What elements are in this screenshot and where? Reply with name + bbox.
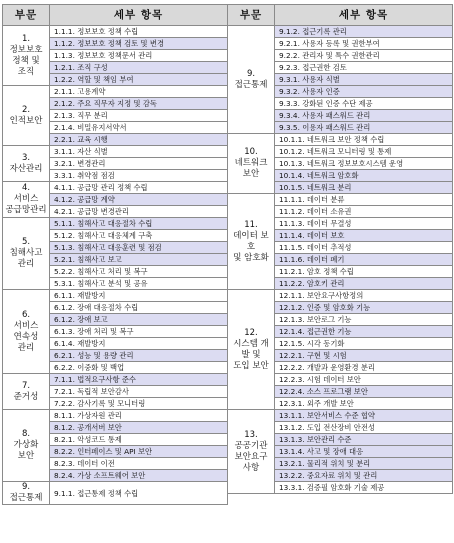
section-number: 9. (21, 482, 31, 492)
item-cell: 7.2.1. 독립적 보안감사 (50, 386, 228, 398)
item-cell: 2.1.4. 비밀유지서약서 (50, 122, 228, 134)
table-row (3, 290, 228, 302)
item-cell: 6.1.3. 장애 처리 및 복구 (50, 326, 228, 338)
item-cell: 12.1.3. 보안로그 기능 (275, 314, 453, 326)
item-cell: 12.2.3. 시험 데이터 보안 (275, 374, 453, 386)
item-cell: 10.1.4. 네트워크 암호화 (275, 170, 453, 182)
item-cell: 13.1.1. 보안서비스 수준 협약 (275, 410, 453, 422)
item-cell: 9.3.1. 사용자 식별 (275, 74, 453, 86)
item-cell: 6.1.2. 장애 대응절차 수립 (50, 302, 228, 314)
item-cell: 12.2.2. 개발과 운영환경 분리 (275, 362, 453, 374)
item-cell: 11.1.4. 데이터 보호 (275, 230, 453, 242)
item-cell: 8.2.3. 데이터 이전 (50, 458, 228, 470)
item-cell: 7.1.1. 법적요구사항 준수 (50, 374, 228, 386)
section-number: 2. (21, 104, 31, 115)
table-row (3, 182, 228, 194)
section-number: 7. (21, 380, 31, 391)
item-cell: 3.3.1. 취약점 점검 (50, 170, 228, 182)
section-number: 11. (244, 219, 258, 230)
item-cell: 6.1.2. 장애 보고 (50, 314, 228, 326)
right-requirements-table (227, 4, 453, 494)
section-number: 5. (21, 237, 31, 247)
item-cell: 6.1.4. 재발방지 (50, 338, 228, 350)
item-cell: 2.1.3. 직무 분리 (50, 110, 228, 122)
item-cell: 12.1.5. 시각 동기화 (275, 338, 453, 350)
item-cell: 11.2.1. 암호 정책 수립 (275, 266, 453, 278)
item-cell: 11.1.3. 데이터 무결성 (275, 218, 453, 230)
item-cell: 1.1.2. 정보보호 정책 검토 및 변경 (50, 38, 228, 50)
section-number: 13. (244, 429, 258, 440)
section-name: 시스템 개발 및 도입 보안 (233, 338, 269, 371)
item-cell: 3.1.1. 자산 식별 (50, 146, 228, 158)
item-cell: 6.2.1. 성능 및 용량 관리 (50, 350, 228, 362)
item-cell: 12.1.4. 접근권한 기능 (275, 326, 453, 338)
item-cell: 1.2.1. 조직 구성 (50, 62, 228, 74)
item-cell: 9.1.1. 접근통제 정책 수립 (50, 482, 228, 505)
item-cell: 1.1.1. 정보보호 정책 수립 (50, 26, 228, 38)
section-header: 부문 (228, 5, 275, 26)
section-name: 정보보호 정책 및 조직 (9, 44, 43, 77)
item-cell: 8.2.1. 악성코드 통제 (50, 434, 228, 446)
section-cell (3, 410, 50, 482)
item-cell: 10.1.3. 네트워크 정보보호시스템 운영 (275, 158, 453, 170)
item-cell: 5.1.2. 침해사고 대응체계 구축 (50, 230, 228, 242)
item-cell: 3.2.1. 변경관리 (50, 158, 228, 170)
section-cell (3, 290, 50, 374)
table-row (228, 290, 453, 302)
item-cell: 12.1.2. 인증 및 암호화 기능 (275, 302, 453, 314)
section-number: 4. (21, 183, 31, 193)
section-name: 서비스 공급망관리 (5, 194, 47, 215)
table-row (3, 218, 228, 230)
section-cell (228, 410, 275, 494)
table-row (3, 482, 228, 505)
item-cell: 9.3.4. 사용자 패스워드 관리 (275, 110, 453, 122)
item-cell: 2.2.1. 교육 시행 (50, 134, 228, 146)
item-cell: 10.1.1. 네트워크 보안 정책 수립 (275, 134, 453, 146)
item-cell: 6.1.1. 재발방지 (50, 290, 228, 302)
section-number: 10. (244, 147, 258, 157)
section-number: 9. (246, 68, 256, 79)
item-cell: 9.2.2. 관리자 및 특수 권한관리 (275, 50, 453, 62)
section-name: 접근통제 (234, 79, 268, 90)
table-row (228, 26, 453, 38)
section-name: 가상화 보안 (13, 440, 39, 461)
table-row (3, 146, 228, 158)
items-header: 세부 항목 (50, 5, 228, 26)
section-cell (228, 194, 275, 290)
item-cell: 8.2.2. 인터페이스 및 API 보안 (50, 446, 228, 458)
item-cell: 5.1.3. 침해사고 대응훈련 및 점검 (50, 242, 228, 254)
item-cell: 4.1.1. 공급망 관리 정책 수립 (50, 182, 228, 194)
section-name: 자산관리 (9, 163, 43, 174)
item-cell: 10.1.2. 네트워크 모니터링 및 통제 (275, 146, 453, 158)
item-cell: 9.2.1. 사용자 등록 및 권한부여 (275, 38, 453, 50)
item-cell: 11.1.1. 데이터 분류 (275, 194, 453, 206)
table-row (3, 86, 228, 98)
item-cell: 9.3.2. 사용자 인증 (275, 86, 453, 98)
item-cell: 12.2.1. 구현 및 시험 (275, 350, 453, 362)
item-cell: 4.2.1. 공급망 변경관리 (50, 206, 228, 218)
item-cell: 13.1.4. 사고 및 장애 대응 (275, 446, 453, 458)
item-cell: 13.3.1. 검증필 암호화 기술 제공 (275, 482, 453, 494)
section-cell (228, 134, 275, 194)
item-cell: 5.3.1. 침해사고 분석 및 공유 (50, 278, 228, 290)
section-number: 1. (21, 33, 31, 44)
item-cell: 13.2.1. 물리적 위치 및 분리 (275, 458, 453, 470)
item-cell: 12.2.4. 소스 프로그램 보안 (275, 386, 453, 398)
item-cell: 11.1.6. 데이터 폐기 (275, 254, 453, 266)
section-cell (3, 86, 50, 146)
section-cell (3, 218, 50, 290)
section-number: 6. (21, 309, 31, 320)
left-requirements-table (2, 4, 228, 505)
section-cell (3, 146, 50, 182)
item-cell: 7.2.2. 감사기록 및 모니터링 (50, 398, 228, 410)
section-name: 침해사고 관리 (9, 248, 43, 269)
item-cell: 2.1.1. 고용계약 (50, 86, 228, 98)
item-cell: 1.1.3. 정보보호 정책문서 관리 (50, 50, 228, 62)
section-number: 3. (21, 152, 31, 163)
item-cell: 5.1.1. 침해사고 대응절차 수립 (50, 218, 228, 230)
table-row (3, 374, 228, 386)
item-cell: 6.2.2. 이중화 및 백업 (50, 362, 228, 374)
item-cell: 13.1.3. 보안관리 수준 (275, 434, 453, 446)
item-cell: 9.3.5. 이용자 패스워드 관리 (275, 122, 453, 134)
item-cell: 8.1.1. 가상자원 관리 (50, 410, 228, 422)
section-cell (228, 26, 275, 134)
section-cell (3, 182, 50, 218)
item-cell: 11.2.2. 암호키 관리 (275, 278, 453, 290)
table-row (3, 410, 228, 422)
item-cell: 13.2.2. 중요자료 위치 및 관리 (275, 470, 453, 482)
section-cell (228, 290, 275, 410)
item-cell: 10.1.5. 네트워크 분리 (275, 182, 453, 194)
item-cell: 5.2.2. 침해사고 처리 및 복구 (50, 266, 228, 278)
section-header: 부문 (3, 5, 50, 26)
section-number: 8. (21, 429, 31, 439)
item-cell: 11.1.5. 데이터 추적성 (275, 242, 453, 254)
item-cell: 5.2.1. 침해사고 보고 (50, 254, 228, 266)
section-name: 준거성 (13, 391, 39, 402)
item-cell: 2.1.2. 주요 직무자 지정 및 감독 (50, 98, 228, 110)
section-cell (3, 482, 50, 505)
section-name: 접근통제 (9, 493, 43, 503)
section-name: 인적보안 (9, 115, 43, 126)
item-cell: 12.3.1. 외주 개발 보안 (275, 398, 453, 410)
item-cell: 11.1.2. 데이터 소유권 (275, 206, 453, 218)
table-row (228, 194, 453, 206)
item-cell: 13.1.2. 도입 전산장비 안전성 (275, 422, 453, 434)
table-row (228, 134, 453, 146)
items-header: 세부 항목 (275, 5, 453, 26)
item-cell: 9.2.3. 접근권한 검토 (275, 62, 453, 74)
item-cell: 8.2.4. 가상 소프트웨어 보안 (50, 470, 228, 482)
item-cell: 12.1.1. 보안요구사항정의 (275, 290, 453, 302)
section-name: 네트워크 보안 (234, 158, 268, 179)
item-cell: 4.1.2. 공급망 계약 (50, 194, 228, 206)
section-cell (3, 26, 50, 86)
table-row (3, 26, 228, 38)
item-cell: 9.1.2. 접근기록 관리 (275, 26, 453, 38)
item-cell: 9.3.3. 강화된 인증 수단 제공 (275, 98, 453, 110)
table-row (228, 410, 453, 422)
item-cell: 8.1.2. 공개서버 보안 (50, 422, 228, 434)
section-name: 데이터 보호 및 암호화 (233, 230, 269, 263)
section-name: 공공기관 보안요구 사항 (234, 440, 268, 473)
item-cell: 1.2.2. 역할 및 책임 부여 (50, 74, 228, 86)
section-number: 12. (244, 327, 258, 338)
section-cell (3, 374, 50, 410)
section-name: 서비스 연속성 관리 (13, 320, 39, 353)
